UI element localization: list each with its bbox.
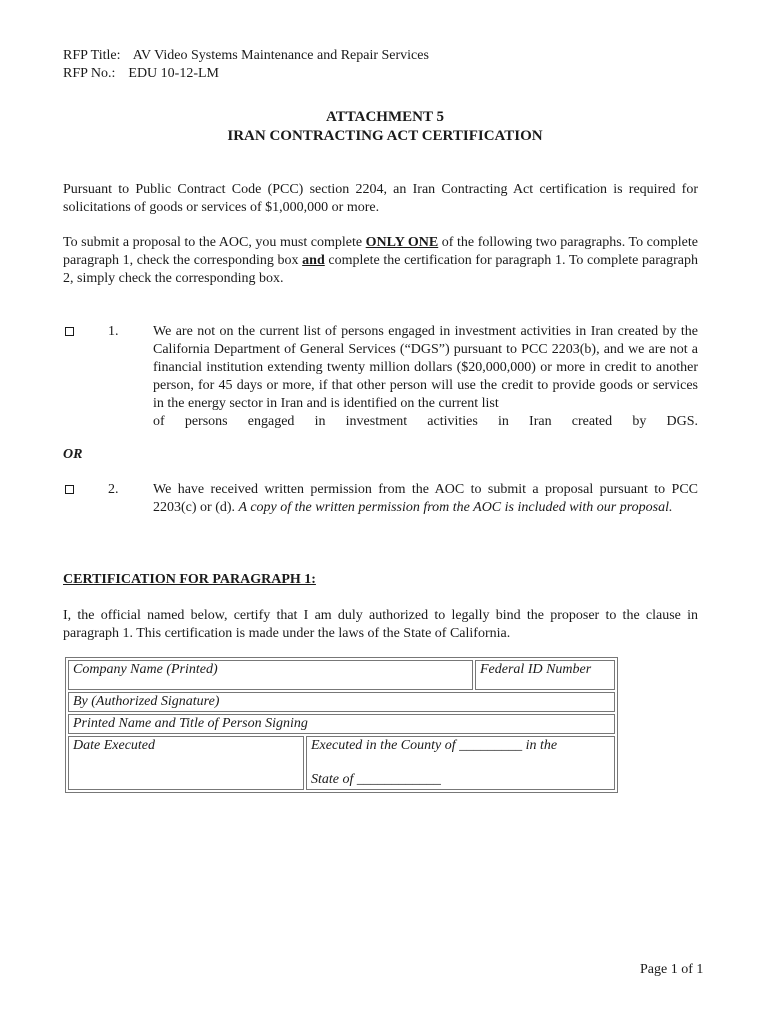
execution-location-field[interactable] (306, 736, 615, 790)
company-name-label: Company Name (Printed) (73, 662, 218, 677)
intro-paragraph-2 (63, 234, 698, 288)
printed-name-field[interactable] (68, 714, 615, 734)
option-1-number: 1. (108, 324, 119, 339)
option-2-number: 2. (108, 482, 119, 497)
and-emphasis: and (302, 253, 325, 268)
signature-field[interactable] (68, 692, 615, 712)
option-2-body: We have received written permission from the AOC to submit a proposal pursuant to PCC 2203(c) or (d). (153, 482, 698, 515)
certification-text: I, the official named below, certify that I am duly authorized to legally bind the proposer to the clause in paragraph 1. This certification is made under the laws of the State of California. (63, 608, 698, 641)
option-1-body: We are not on the current list of persons engaged in investment activities in Iran created by the California Department of General Services (“DGS”) pursuant to PCC 2203(b), and we are not a financial institution extending twenty million dollars ($20,000,000) or more in credit to another person, for 45 days or more, if that other person will use the credit to provide goods or services in the energy sector in Iran and is identified on the current list (153, 324, 698, 411)
signature-label: By (Authorized Signature) (73, 694, 220, 709)
option-1-last-line: of persons engaged in investment activities in Iran created by DGS. (153, 414, 698, 429)
or-separator: OR (63, 447, 83, 462)
intro-p2-part-a: To submit a proposal to the AOC, you must complete (63, 235, 366, 250)
option-1-checkbox[interactable] (65, 327, 74, 336)
rfp-title-line (63, 47, 429, 65)
federal-id-field[interactable] (475, 660, 615, 690)
state-label: State of ____________ (311, 772, 441, 787)
option-1-text (153, 323, 698, 431)
option-2-checkbox[interactable] (65, 485, 74, 494)
attachment-title: ATTACHMENT 5 (326, 109, 444, 125)
county-label: Executed in the County of _________ in the (311, 738, 558, 753)
date-executed-field[interactable] (68, 736, 304, 790)
printed-name-label: Printed Name and Title of Person Signing (73, 716, 308, 731)
rfp-title-label: RFP Title: (63, 48, 121, 63)
option-2-text (153, 481, 698, 517)
federal-id-label: Federal ID Number (480, 662, 592, 677)
option-2-italic-note: A copy of the written permission from the AOC is included with our proposal. (238, 500, 673, 515)
company-name-field[interactable] (68, 660, 473, 690)
date-executed-label: Date Executed (73, 738, 156, 753)
rfp-no: EDU 10-12-LM (128, 66, 219, 81)
page-number: Page 1 of 1 (640, 962, 704, 977)
certification-heading: CERTIFICATION FOR PARAGRAPH 1: (63, 572, 316, 587)
document-title: IRAN CONTRACTING ACT CERTIFICATION (227, 128, 543, 144)
rfp-no-label: RFP No.: (63, 66, 116, 81)
rfp-title: AV Video Systems Maintenance and Repair Services (132, 48, 429, 63)
only-one-emphasis: ONLY ONE (365, 235, 439, 250)
certification-form-table (65, 657, 618, 793)
intro-p2-part-b: of the following two paragraphs. To complete paragraph 1, check the corresponding box (63, 235, 698, 268)
intro-p2-part-c: complete the certification for paragraph 1. To complete paragraph 2, simply check the corresponding box. (63, 253, 698, 286)
rfp-no-line (63, 65, 219, 83)
intro-paragraph-1: Pursuant to Public Contract Code (PCC) section 2204, an Iran Contracting Act certification is required for solicitations of goods or services of $1,000,000 or more. (63, 182, 698, 215)
